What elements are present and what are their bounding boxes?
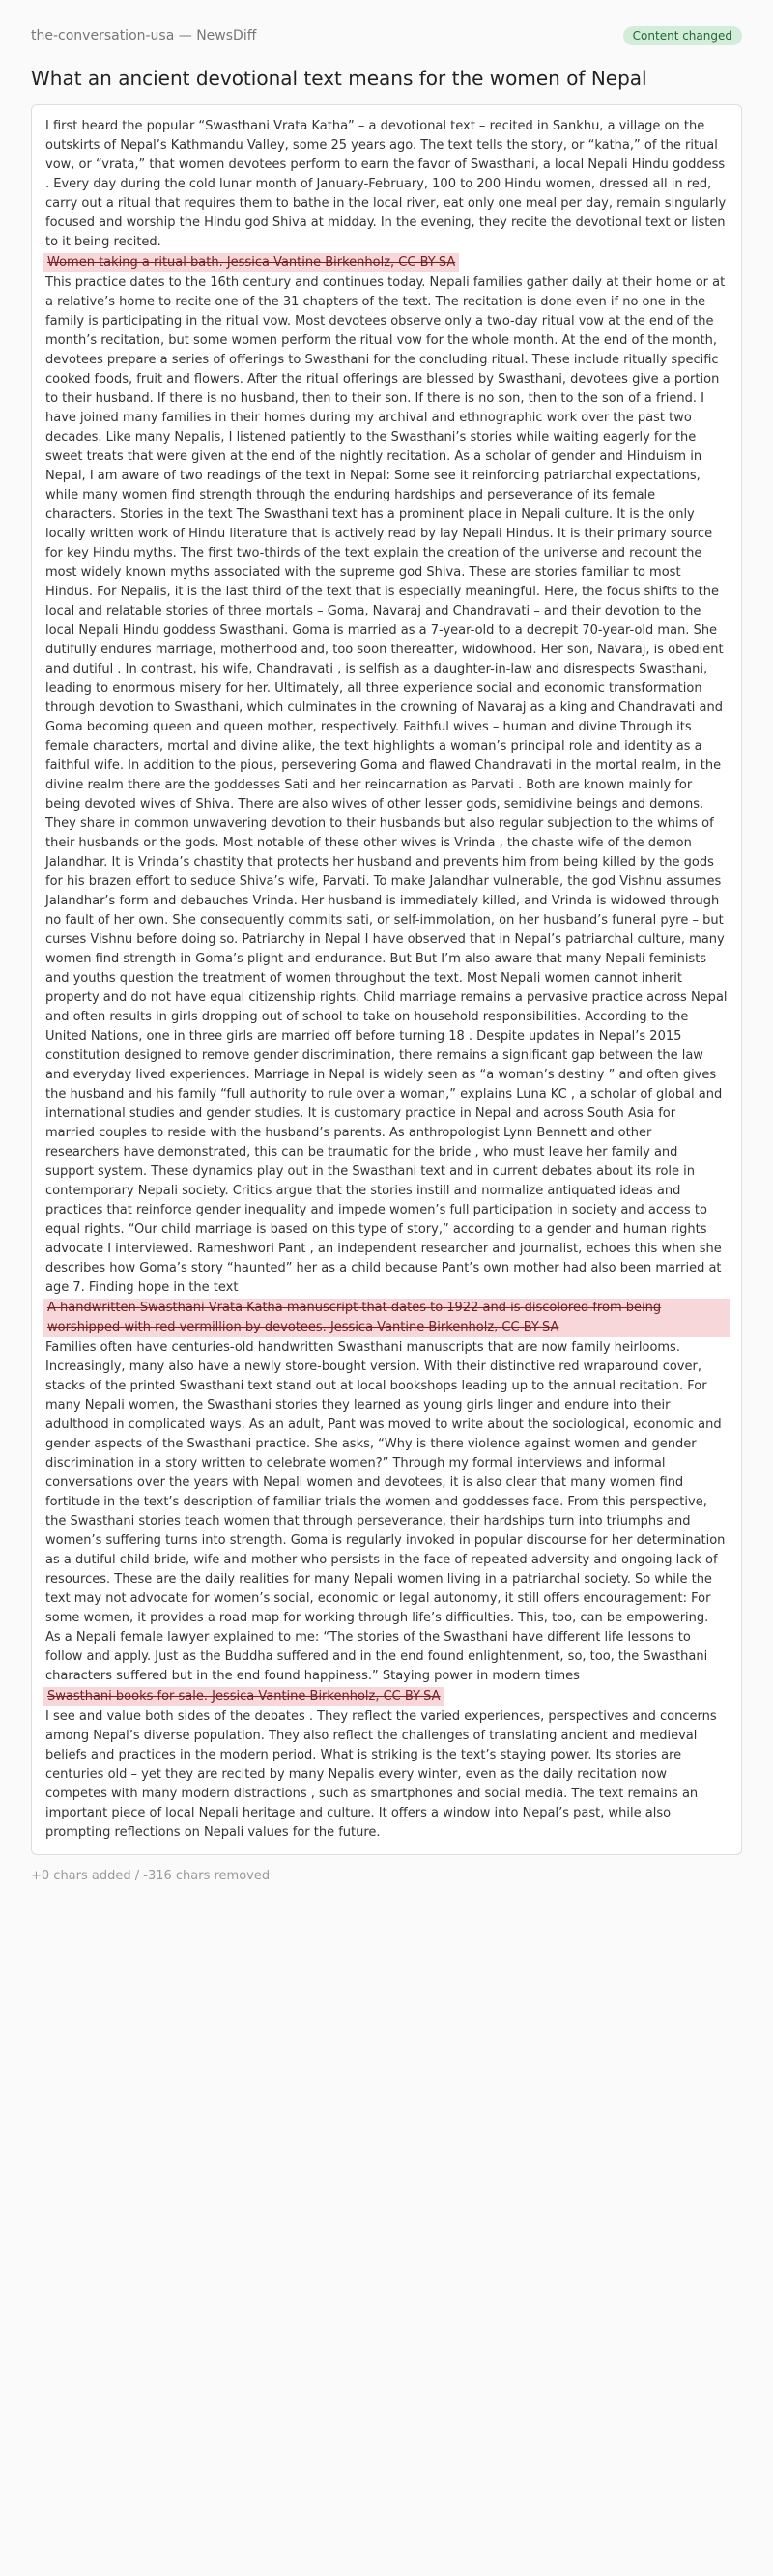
paragraph-2: This practice dates to the 16th century and continues today. Nepali families gather daily at their home or at a relative’s home to recite one of the 31 chapters of the text. The recitation is done even if no one in the family is participating in the ritual vow. Most devotees observe only a two-day ritual vow at the end of the month’s recitation, but some women perform the ritual vow for the whole month. At the end of the month, devotees prepare a series of offerings to Swasthani for the concluding ritual. These include ritually specific cooked foods, fruit and flowers. After the ritual offerings are blessed by Swasthani, devotees give a portion to their husband. If there is no husband, then to their son. If there is no son, then to the son of a friend. I have joined many families in their homes during my archival and ethnographic work over the past two decades. Like many Nepalis, I listened patiently to the Swasthani’s stories while waiting eagerly for the sweet treats that were given at the end of the nightly recitation. As a scholar of gender and Hinduism in Nepal, I am aware of two readings of the text in Nepal: Some see it reinforcing patriarchal expectations, while many women find strength through the enduring hardships and perseverance of its female characters. Stories in the text The Swasthani text has a prominent place in Nepali culture. It is the only locally written work of Hindu literature that is actively read by lay Nepali Hindus. It is their primary source for key Hindu myths. The first two-thirds of the text explain the creation of the universe and recount the most widely known myths associated with the supreme god Shiva. These are stories familiar to most Hindus. For Nepalis, it is the last third of the text that is especially meaningful. Here, the focus shifts to the local and relatable stories of three mortals – Goma, Navaraj and Chandravati – and their devotion to the local Nepali Hindu goddess Swasthani. Goma is married as a 7-year-old to a decrepit 70-year-old man. She dutifully endures marriage, motherhood and, too soon thereafter, widowhood. Her son, Navaraj, is obedient and dutiful . In contrast, his wife, Chandravati , is selfish as a daughter-in-law and disrespects Swasthani, leading to enormous misery for her. Ultimately, all three experience social and economic transformation through devotion to Swasthani, which culminates in the crowning of Navaraj as a king and Chandravati and Goma becoming queen and queen mother, respectively. Faithful wives – human and divine Through its female characters, mortal and divine alike, the text highlights a woman’s principal role and identity as a faithful wife. In addition to the pious, persevering Goma and flawed Chandravati in the mortal realm, in the divine realm there are the goddesses Sati and her reincarnation as Parvati . Both are known mainly for being devoted wives of Shiva. There are also wives of other lesser gods, semidivine beings and demons. They share in common unwavering devotion to their husbands but also regular subjection to the whims of their husbands or the gods. Most notable of these other wives is Vrinda , the chaste wife of the demon Jalandhar. It is Vrinda’s chastity that protects her husband and prevents him from being killed by the gods for his brazen effort to seduce Shiva’s wife, Parvati. To make Jalandhar vulnerable, the god Vishnu assumes Jalandhar’s form and debauches Vrinda. Her husband is immediately killed, and Vrinda is widowed through no fault of her own. She consequently commits sati, or self-immolation, on her husband’s funeral pyre – but curses Vishnu before doing so. Patriarchy in Nepal I have observed that in Nepal’s patriarchal culture, many women find strength in Goma’s plight and endurance. But But I’m also aware that many Nepali feminists and youths question the treatment of women throughout the text. Most Nepali women cannot inherit property and do not have equal citizenship rights. Child marriage remains a pervasive practice across Nepal and often results in girls dropping out of school to take on household responsibilities. According to the United Nations, one in three girls are married off before turning 18 . Despite updates in Nepal’s 2015 constitution designed to remove gender discrimination, there remains a significant gap between the law and everyday lived experiences. Marriage in Nepal is widely seen as “a woman’s destiny ” and often gives the husband and his family “full authority to rule over a woman,” explains Luna KC , a scholar of global and international studies and gender studies. It is customary practice in Nepal and across South Asia for married couples to reside with the husband’s parents. As anthropologist Lynn Bennett and other researchers have demonstrated, this can be traumatic for the bride , who must leave her family and support system. These dynamics play out in the Swasthani text and in current debates about its role in contemporary Nepali society. Critics argue that the stories instill and normalize antiquated ideas and practices that reinforce gender inequality and impede women’s full participation in society and access to equal rights. “Our child marriage is based on this type of story,” according to a gender and human rights advocate I interviewed. Rameshwori Pant , an independent researcher and journalist, echoes this when she describes how Goma’s story “haunted” her as a child because Pant’s own mother had also been married at age 7. Finding hope in the text bbox=[45, 275, 728, 1295]
top-bar bbox=[31, 25, 742, 46]
paragraph-3: Families often have centuries-old handwritten Swasthani manuscripts that are now family heirlooms. Increasingly, many also have a newly store-bought version. With their distinctive red wraparound cover, stacks of the printed Swasthani text stand out at local bookshops leading up to the annual recitation. For many Nepali women, the Swasthani stories they learned as young girls linger and endure into their adulthood in complicated ways. As an adult, Pant was moved to write about the sociological, economic and gender aspects of the Swasthani practice. She asks, “Why is there violence against women and gender discrimination in a story written to celebrate women?” Through my formal interviews and informal conversations over the years with Nepali women and devotees, it is also clear that many women find fortitude in the text’s description of familiar trials the women and goddesses face. From this perspective, the Swasthani stories teach women that through perseverance, their hardships turn into triumphs and women’s suffering turns into strength. Goma is regularly invoked in popular discourse for her determination as a dutiful child bride, wife and mother who persists in the face of repeated adversity and ongoing lack of resources. These are the daily realities for many Nepali women living in a patriarchal society. So while the text may not advocate for women’s social, economic or legal autonomy, it still offers encouragement: For some women, it provides a road map for working through life’s difficulties. This, too, can be empowering. As a Nepali female lawyer explained to me: “The stories of the Swasthani have different life lessons to follow and apply. Just as the Buddha suffered and in the end found enlightenment, so, too, the Swasthani characters suffered but in the end found happiness.” Staying power in modern times bbox=[45, 1340, 726, 1683]
removed-caption-3: Swasthani books for sale. Jessica Vantine Birkenholz, CC BY-SA bbox=[43, 1687, 444, 1706]
article-diff-body bbox=[31, 104, 742, 1855]
removed-caption-1: Women taking a ritual bath. Jessica Vantine Birkenholz, CC BY-SA bbox=[43, 253, 459, 272]
diff-stats: +0 chars added / -316 chars removed bbox=[31, 1869, 271, 1883]
page-title: What an ancient devotional text means for the women of Nepal bbox=[31, 67, 647, 90]
paragraph-4: I see and value both sides of the debates . They reflect the varied experiences, perspectives and concerns among Nepal’s diverse population. They also reflect the challenges of translating ancient and medieval beliefs and practices in the modern period. What is striking is the text’s staying power. Its stories are centuries old – yet they are recited by many Nepalis every winter, even as the daily recitation now competes with many modern distractions , such as smartphones and social media. The text remains an important piece of local Nepali heritage and culture. It offers a window into Nepal’s past, while also prompting reflections on Nepali values for the future. bbox=[45, 1709, 717, 1840]
paragraph-1: I first heard the popular “Swasthani Vrata Katha” – a devotional text – recited in Sankhu, a village on the outskirts of Nepal’s Kathmandu Valley, some 25 years ago. The text tells the story, or “katha,” of the ritual vow, or “vrata,” that women devotees perform to earn the favor of Swasthani, a local Nepali Hindu goddess . Every day during the cold lunar month of January-February, 100 to 200 Hindu women, dressed all in red, carry out a ritual that requires them to bathe in the local river, eat only one meal per day, remain singularly focused and worship the Hindu god Shiva at midday. In the evening, they recite the devotional text or listen to it being recited. bbox=[45, 119, 727, 249]
removed-caption-2: A handwritten Swasthani Vrata Katha manuscript that dates to 1922 and is discolored from being worshipped with red vermillion by devotees. Jessica Vantine Birkenholz, CC BY-SA bbox=[43, 1299, 730, 1337]
status-badge: Content changed bbox=[623, 26, 742, 45]
site-name[interactable]: the-conversation-usa — NewsDiff bbox=[31, 28, 257, 43]
